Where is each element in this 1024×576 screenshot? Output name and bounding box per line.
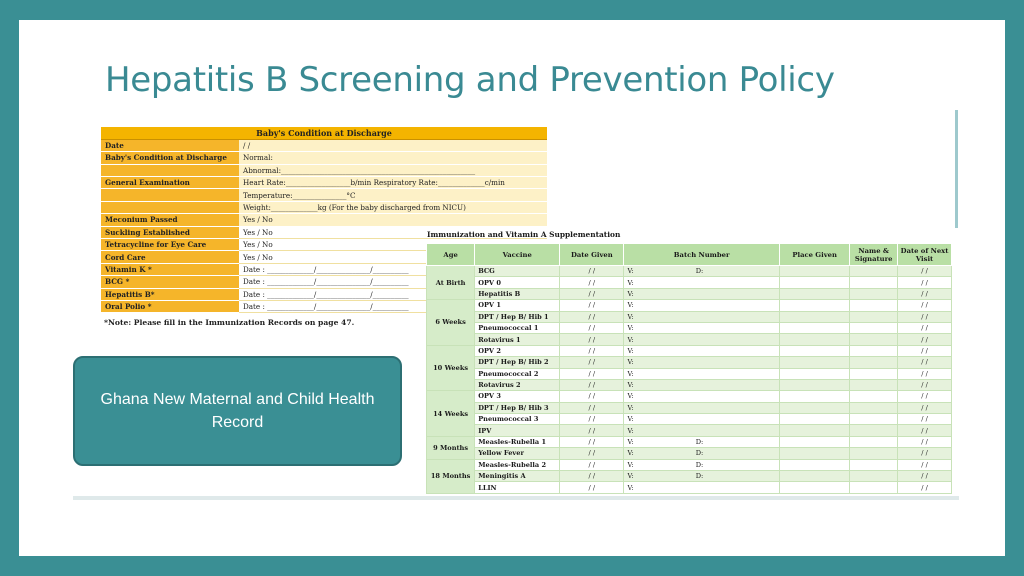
name-signature-cell xyxy=(850,311,898,322)
immunization-row xyxy=(427,322,952,333)
name-signature-cell xyxy=(850,334,898,345)
batch-number-cell xyxy=(624,288,779,299)
immunization-row xyxy=(427,368,952,379)
caption-box xyxy=(73,356,402,466)
discharge-row-label: General Examination xyxy=(101,177,239,189)
batch-v-label: V: xyxy=(627,346,634,355)
batch-v-label: V: xyxy=(627,369,634,378)
immunization-row xyxy=(427,459,952,470)
discharge-row-label: Vitamin K * xyxy=(101,263,239,275)
date-given-cell: / / xyxy=(560,436,624,447)
discharge-row xyxy=(101,189,547,201)
discharge-row xyxy=(101,139,547,151)
batch-number-cell xyxy=(624,425,779,436)
discharge-row-value: / / xyxy=(239,139,547,151)
next-visit-cell: / / xyxy=(898,471,952,482)
col-date-given: Date Given xyxy=(560,244,624,266)
batch-number-cell xyxy=(624,414,779,425)
next-visit-cell: / / xyxy=(898,266,952,277)
discharge-row-value: Yes / No xyxy=(239,214,547,226)
col-name-signature: Name & Signature xyxy=(850,244,898,266)
next-visit-cell: / / xyxy=(898,402,952,413)
immunization-row xyxy=(427,471,952,482)
discharge-row-label: Suckling Established xyxy=(101,226,239,238)
discharge-row-label: Cord Care xyxy=(101,251,239,263)
date-given-cell: / / xyxy=(560,471,624,482)
place-given-cell xyxy=(779,436,849,447)
name-signature-cell xyxy=(850,357,898,368)
immunization-record-image xyxy=(426,230,952,494)
date-given-cell: / / xyxy=(560,277,624,288)
vaccine-cell: Pneumococcal 3 xyxy=(475,414,560,425)
immunization-row xyxy=(427,300,952,311)
vaccine-cell: Yellow Fever xyxy=(475,448,560,459)
batch-number-cell xyxy=(624,402,779,413)
batch-v-label: V: xyxy=(627,426,634,435)
vaccine-cell: OPV 0 xyxy=(475,277,560,288)
vaccine-cell: Pneumococcal 1 xyxy=(475,322,560,333)
batch-v-label: V: xyxy=(627,278,634,287)
discharge-row xyxy=(101,201,547,213)
next-visit-cell: / / xyxy=(898,459,952,470)
immunization-row xyxy=(427,482,952,493)
date-given-cell: / / xyxy=(560,379,624,390)
age-cell: 10 Weeks xyxy=(427,345,475,391)
batch-v-label: V: xyxy=(627,358,634,367)
slide-title: Hepatitis B Screening and Prevention Policy xyxy=(105,60,835,100)
name-signature-cell xyxy=(850,471,898,482)
immunization-row xyxy=(427,379,952,390)
discharge-row-label: Meconium Passed xyxy=(101,214,239,226)
batch-number-cell xyxy=(624,311,779,322)
batch-v-label: V: xyxy=(627,483,634,492)
discharge-note: *Note: Please fill in the Immunization Records on page 47. xyxy=(104,318,355,328)
immunization-row xyxy=(427,266,952,277)
batch-number-cell xyxy=(624,368,779,379)
batch-v-label: V: xyxy=(627,392,634,401)
immunization-title: Immunization and Vitamin A Supplementation xyxy=(427,230,621,239)
date-given-cell: / / xyxy=(560,311,624,322)
age-cell: At Birth xyxy=(427,266,475,300)
place-given-cell xyxy=(779,345,849,356)
name-signature-cell xyxy=(850,391,898,402)
discharge-row-value: Yes / No xyxy=(239,251,547,263)
immunization-row xyxy=(427,436,952,447)
date-given-cell: / / xyxy=(560,334,624,345)
place-given-cell xyxy=(779,334,849,345)
age-cell: 18 Months xyxy=(427,459,475,493)
vaccine-cell: Rotavirus 1 xyxy=(475,334,560,345)
next-visit-cell: / / xyxy=(898,334,952,345)
batch-number-cell xyxy=(624,334,779,345)
next-visit-cell: / / xyxy=(898,391,952,402)
name-signature-cell xyxy=(850,266,898,277)
date-given-cell: / / xyxy=(560,266,624,277)
place-given-cell xyxy=(779,414,849,425)
place-given-cell xyxy=(779,277,849,288)
accent-divider xyxy=(955,110,958,228)
batch-d-label: D: xyxy=(695,267,704,276)
batch-v-label: V: xyxy=(627,289,634,298)
name-signature-cell xyxy=(850,277,898,288)
vaccine-cell: DPT / Hep B/ Hib 2 xyxy=(475,357,560,368)
name-signature-cell xyxy=(850,322,898,333)
vaccine-cell: OPV 3 xyxy=(475,391,560,402)
bottom-divider xyxy=(73,496,959,500)
age-cell: 6 Weeks xyxy=(427,300,475,346)
date-given-cell: / / xyxy=(560,368,624,379)
discharge-row-label: Oral Polio * xyxy=(101,300,239,312)
place-given-cell xyxy=(779,266,849,277)
place-given-cell xyxy=(779,300,849,311)
discharge-row-value: Weight:_____________kg (For the baby discharged from NICU) xyxy=(239,201,547,213)
place-given-cell xyxy=(779,368,849,379)
next-visit-cell: / / xyxy=(898,311,952,322)
name-signature-cell xyxy=(850,379,898,390)
date-given-cell: / / xyxy=(560,448,624,459)
batch-v-label: V: xyxy=(627,324,634,333)
next-visit-cell: / / xyxy=(898,288,952,299)
immunization-row xyxy=(427,277,952,288)
date-given-cell: / / xyxy=(560,425,624,436)
col-batch-number: Batch Number xyxy=(624,244,779,266)
next-visit-cell: / / xyxy=(898,345,952,356)
next-visit-cell: / / xyxy=(898,436,952,447)
name-signature-cell xyxy=(850,402,898,413)
place-given-cell xyxy=(779,311,849,322)
discharge-row xyxy=(101,177,547,189)
discharge-row-label: Tetracycline for Eye Care xyxy=(101,239,239,251)
batch-d-label: D: xyxy=(695,472,704,481)
vaccine-cell: Measles-Rubella 1 xyxy=(475,436,560,447)
vaccine-cell: OPV 2 xyxy=(475,345,560,356)
caption-text: Ghana New Maternal and Child Health Record xyxy=(100,391,375,431)
discharge-row xyxy=(101,164,547,176)
batch-v-label: V: xyxy=(627,415,634,424)
name-signature-cell xyxy=(850,482,898,493)
batch-number-cell xyxy=(624,266,779,277)
batch-v-label: V: xyxy=(627,472,634,481)
name-signature-cell xyxy=(850,459,898,470)
discharge-row xyxy=(101,214,547,226)
batch-v-label: V: xyxy=(627,335,634,344)
batch-d-label: D: xyxy=(695,460,704,469)
age-cell: 9 Months xyxy=(427,436,475,459)
vaccine-cell: Pneumococcal 2 xyxy=(475,368,560,379)
batch-number-cell xyxy=(624,448,779,459)
place-given-cell xyxy=(779,459,849,470)
discharge-row-value: Date : _____________/_______________/__________ xyxy=(239,288,547,300)
place-given-cell xyxy=(779,425,849,436)
discharge-row-label xyxy=(101,189,239,201)
immunization-row xyxy=(427,357,952,368)
batch-v-label: V: xyxy=(627,312,634,321)
vaccine-cell: IPV xyxy=(475,425,560,436)
place-given-cell xyxy=(779,391,849,402)
discharge-row xyxy=(101,152,547,164)
next-visit-cell: / / xyxy=(898,448,952,459)
name-signature-cell xyxy=(850,436,898,447)
place-given-cell xyxy=(779,448,849,459)
batch-v-label: V: xyxy=(627,301,634,310)
place-given-cell xyxy=(779,379,849,390)
batch-number-cell xyxy=(624,482,779,493)
vaccine-cell: DPT / Hep B/ Hib 3 xyxy=(475,402,560,413)
name-signature-cell xyxy=(850,300,898,311)
date-given-cell: / / xyxy=(560,459,624,470)
discharge-row-value: Yes / No xyxy=(239,226,547,238)
vaccine-cell: DPT / Hep B/ Hib 1 xyxy=(475,311,560,322)
batch-v-label: V: xyxy=(627,438,634,447)
place-given-cell xyxy=(779,357,849,368)
immunization-row xyxy=(427,345,952,356)
batch-number-cell xyxy=(624,459,779,470)
vaccine-cell: BCG xyxy=(475,266,560,277)
col-age: Age xyxy=(427,244,475,266)
batch-number-cell xyxy=(624,345,779,356)
place-given-cell xyxy=(779,322,849,333)
batch-number-cell xyxy=(624,322,779,333)
batch-number-cell xyxy=(624,436,779,447)
immunization-row xyxy=(427,311,952,322)
batch-v-label: V: xyxy=(627,381,634,390)
batch-v-label: V: xyxy=(627,449,634,458)
next-visit-cell: / / xyxy=(898,300,952,311)
place-given-cell xyxy=(779,482,849,493)
batch-number-cell xyxy=(624,391,779,402)
immunization-row xyxy=(427,288,952,299)
discharge-row-label: Date xyxy=(101,139,239,151)
discharge-row-value: Normal: xyxy=(239,152,547,164)
discharge-row-value: Date : _____________/_______________/__________ xyxy=(239,300,547,312)
immunization-row xyxy=(427,334,952,345)
vaccine-cell: Measles-Rubella 2 xyxy=(475,459,560,470)
batch-number-cell xyxy=(624,357,779,368)
date-given-cell: / / xyxy=(560,414,624,425)
place-given-cell xyxy=(779,402,849,413)
discharge-row-label: Hepatitis B* xyxy=(101,288,239,300)
name-signature-cell xyxy=(850,448,898,459)
batch-number-cell xyxy=(624,277,779,288)
discharge-row-label xyxy=(101,201,239,213)
batch-number-cell xyxy=(624,379,779,390)
date-given-cell: / / xyxy=(560,482,624,493)
name-signature-cell xyxy=(850,288,898,299)
immunization-row xyxy=(427,425,952,436)
batch-v-label: V: xyxy=(627,460,634,469)
immunization-table xyxy=(426,243,952,494)
discharge-row-label: BCG * xyxy=(101,276,239,288)
batch-v-label: V: xyxy=(627,267,634,276)
vaccine-cell: LLIN xyxy=(475,482,560,493)
next-visit-cell: / / xyxy=(898,322,952,333)
date-given-cell: / / xyxy=(560,322,624,333)
batch-v-label: V: xyxy=(627,403,634,412)
immunization-row xyxy=(427,414,952,425)
discharge-header: Baby's Condition at Discharge xyxy=(101,127,547,139)
discharge-row-label xyxy=(101,164,239,176)
discharge-row-value: Yes / No xyxy=(239,239,547,251)
discharge-row-label: Baby's Condition at Discharge xyxy=(101,152,239,164)
col-vaccine: Vaccine xyxy=(475,244,560,266)
immunization-row xyxy=(427,402,952,413)
date-given-cell: / / xyxy=(560,357,624,368)
date-given-cell: / / xyxy=(560,288,624,299)
name-signature-cell xyxy=(850,368,898,379)
next-visit-cell: / / xyxy=(898,368,952,379)
discharge-row-value: Abnormal:______________________________________________________ xyxy=(239,164,547,176)
next-visit-cell: / / xyxy=(898,482,952,493)
next-visit-cell: / / xyxy=(898,379,952,390)
discharge-row-value: Heart Rate:__________________b/min Respiratory Rate:_____________c/min xyxy=(239,177,547,189)
col-next-visit: Date of Next Visit xyxy=(898,244,952,266)
immunization-row xyxy=(427,391,952,402)
vaccine-cell: OPV 1 xyxy=(475,300,560,311)
batch-number-cell xyxy=(624,471,779,482)
col-place-given: Place Given xyxy=(779,244,849,266)
vaccine-cell: Rotavirus 2 xyxy=(475,379,560,390)
batch-d-label: D: xyxy=(695,438,704,447)
discharge-row-value: Temperature:_______________°C xyxy=(239,189,547,201)
slide xyxy=(19,20,1005,556)
date-given-cell: / / xyxy=(560,402,624,413)
discharge-row-value: Date : _____________/_______________/__________ xyxy=(239,276,547,288)
discharge-row-value: Date : _____________/_______________/__________ xyxy=(239,263,547,275)
name-signature-cell xyxy=(850,345,898,356)
next-visit-cell: / / xyxy=(898,357,952,368)
batch-d-label: D: xyxy=(695,449,704,458)
vaccine-cell: Hepatitis B xyxy=(475,288,560,299)
place-given-cell xyxy=(779,471,849,482)
date-given-cell: / / xyxy=(560,345,624,356)
date-given-cell: / / xyxy=(560,391,624,402)
next-visit-cell: / / xyxy=(898,414,952,425)
next-visit-cell: / / xyxy=(898,425,952,436)
place-given-cell xyxy=(779,288,849,299)
immunization-row xyxy=(427,448,952,459)
name-signature-cell xyxy=(850,414,898,425)
batch-number-cell xyxy=(624,300,779,311)
vaccine-cell: Meningitis A xyxy=(475,471,560,482)
name-signature-cell xyxy=(850,425,898,436)
next-visit-cell: / / xyxy=(898,277,952,288)
date-given-cell: / / xyxy=(560,300,624,311)
age-cell: 14 Weeks xyxy=(427,391,475,437)
